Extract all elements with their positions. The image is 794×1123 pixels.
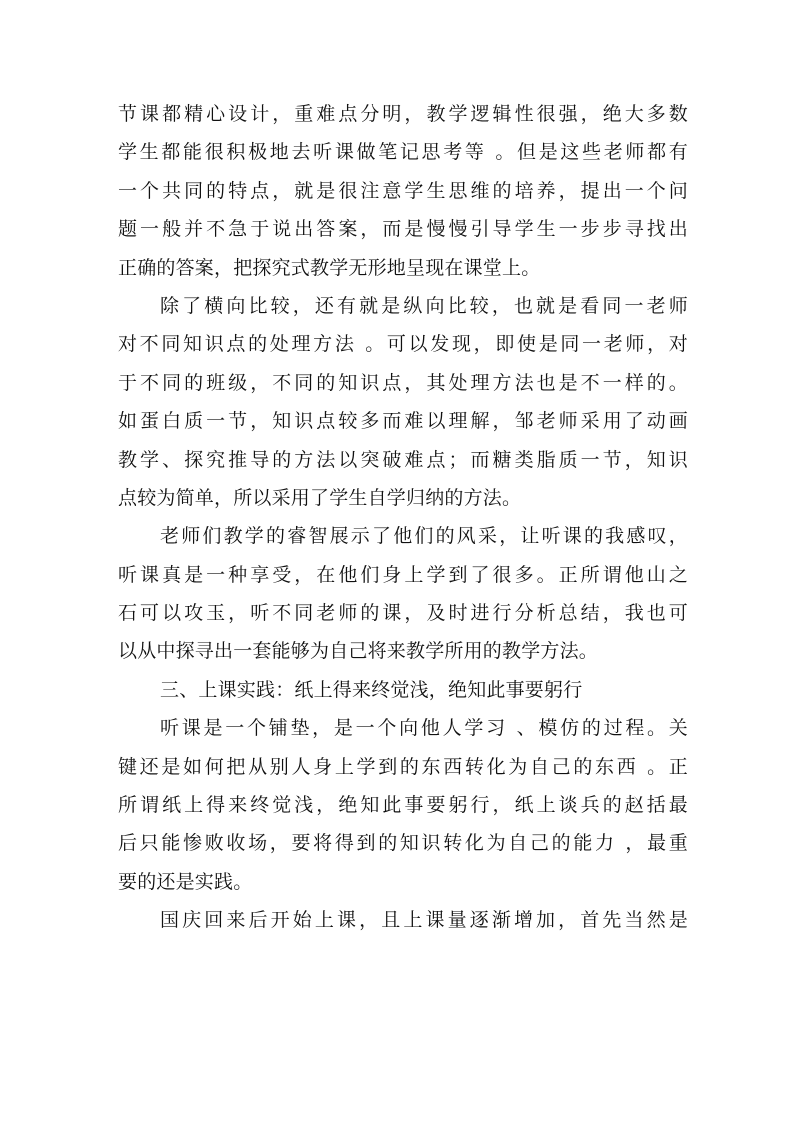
text-line: 一个共同的特点，就是很注意学生思维的培养，提出一个问	[118, 179, 688, 202]
text-line: 题一般并不急于说出答案，而是慢慢引导学生一步步寻找出	[118, 218, 688, 241]
text-line: 教学、探究推导的方法以突破难点；而糖类脂质一节，知识	[118, 448, 688, 471]
text-line: 老师们教学的睿智展示了他们的风采，让听课的我感叹，	[160, 525, 688, 548]
text-line: 以从中探寻出一套能够为自己将来教学所用的教学方法。	[118, 640, 599, 663]
text-line: 如蛋白质一节，知识点较多而难以理解，邹老师采用了动画	[118, 410, 688, 433]
body-text	[118, 95, 688, 940]
text-line: 国庆回来后开始上课，且上课量逐渐增加，首先当然是	[160, 909, 688, 932]
text-line: 后只能惨败收场，要将得到的知识转化为自己的能力 ，最重	[118, 832, 688, 855]
text-line: 听课真是一种享受，在他们身上学到了很多。正所谓他山之	[118, 563, 688, 586]
text-line: 正确的答案，把探究式教学无形地呈现在课堂上。	[118, 256, 541, 279]
text-line: 于不同的班级，不同的知识点，其处理方法也是不一样的。	[118, 371, 688, 394]
text-line: 节课都精心设计，重难点分明，教学逻辑性很强，绝大多数	[118, 103, 688, 125]
text-line: 除了横向比较，还有就是纵向比较，也就是看同一老师	[160, 294, 688, 317]
text-line: 点较为简单，所以采用了学生自学归纳的方法。	[118, 486, 522, 509]
text-line: 学生都能很积极地去听课做笔记思考等 。但是这些老师都有	[118, 141, 688, 164]
text-line: 要的还是实践。	[118, 870, 253, 893]
text-line: 键还是如何把从别人身上学到的东西转化为自己的东西 。正	[118, 755, 688, 778]
text-line: 石可以攻玉，听不同老师的课，及时进行分析总结，我也可	[118, 602, 688, 625]
text-line: 所谓纸上得来终觉浅，绝知此事要躬行，纸上谈兵的赵括最	[118, 794, 688, 817]
text-line: 听课是一个铺垫，是一个向他人学习 、模仿的过程。关	[160, 717, 688, 740]
text-line: 三、上课实践：纸上得来终觉浅，绝知此事要躬行	[160, 678, 583, 701]
text-line: 对不同知识点的处理方法 。可以发现，即使是同一老师，对	[118, 333, 688, 356]
